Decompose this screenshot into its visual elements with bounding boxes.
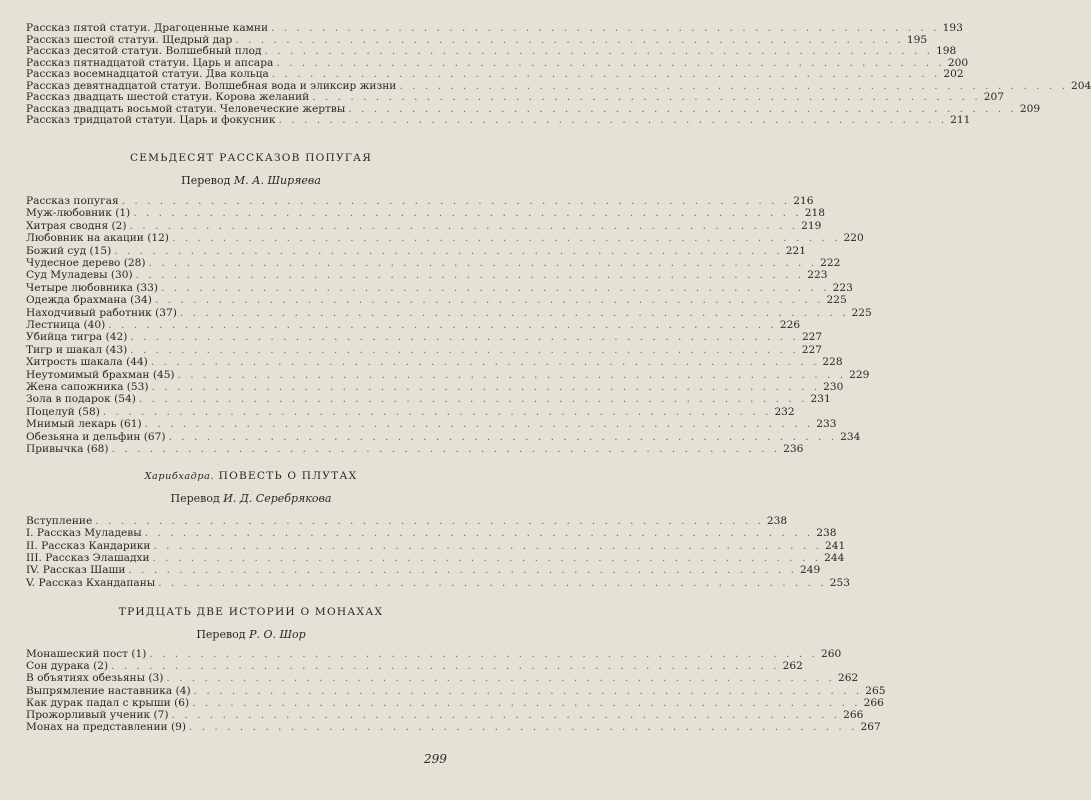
toc-entry-title: Рассказ шестой статуи. Щедрый дар bbox=[26, 33, 233, 46]
toc-entry-title: Жена сапожника (53) bbox=[26, 381, 149, 393]
toc-entry-title: III. Рассказ Элашадхи bbox=[26, 551, 150, 564]
toc-leader-dots: . . . . . . . . . . . . . . . . . . . . . . . . . . . . . . . . . . . . . . . . . . . . . . . . . . . . . bbox=[133, 207, 802, 220]
translation-prefix: Перевод bbox=[196, 628, 246, 641]
toc-entry bbox=[26, 418, 837, 431]
translator-name: Р. О. Шор bbox=[249, 628, 306, 641]
section-translator-rogues bbox=[0, 492, 502, 506]
toc-entry-title: Прожорливый ученик (7) bbox=[26, 709, 169, 721]
toc-entry-page: 249 bbox=[800, 564, 821, 577]
toc-entry-page: 265 bbox=[865, 684, 886, 697]
toc-entry-page: 227 bbox=[801, 343, 823, 356]
toc-leader-dots: . . . . . . . . . . . . . . . . . . . . . . . . . . . . . . . . . . . . . . . . . . . . . . . . . . . . . bbox=[276, 56, 945, 69]
toc-leader-dots: . . . . . . . . . . . . . . . . . . . . . . . . . . . . . . . . . . . . . . . . . . . . . . . . . . . . . bbox=[152, 551, 822, 564]
translator-name: М. А. Ширяева bbox=[233, 174, 321, 187]
toc-entry bbox=[26, 114, 971, 127]
toc-entry-title: Рассказ попугая bbox=[26, 195, 119, 207]
toc-leader-dots: . . . . . . . . . . . . . . . . . . . . . . . . . . . . . . . . . . . . . . . . . . . . . . . . . . . . . bbox=[271, 22, 940, 34]
toc-entry-page: 221 bbox=[785, 244, 807, 257]
toc-leader-dots: . . . . . . . . . . . . . . . . . . . . . . . . . . . . . . . . . . . . . . . . . . . . . . . . . . . . . bbox=[108, 319, 777, 331]
toc-entry bbox=[26, 294, 847, 307]
toc-leader-dots: . . . . . . . . . . . . . . . . . . . . . . . . . . . . . . . . . . . . . . . . . . . . . . . . . . . . . bbox=[135, 269, 805, 282]
toc-entry-page: 204 bbox=[1070, 79, 1091, 92]
toc-entry-page: 241 bbox=[825, 539, 846, 552]
toc-entry-page: 234 bbox=[840, 430, 861, 443]
toc-entry-page: 202 bbox=[943, 68, 964, 80]
toc-entry-title: Хитрая сводня (2) bbox=[26, 219, 127, 232]
toc-leader-dots: . . . . . . . . . . . . . . . . . . . . . . . . . . . . . . . . . . . . . . . . . . . . . . . . . . . . . bbox=[179, 306, 849, 319]
toc-leader-dots: . . . . . . . . . . . . . . . . . . . . . . . . . . . . . . . . . . . . . . . . . . . . . . . . . . . . . bbox=[149, 648, 818, 660]
toc-leader-dots: . . . . . . . . . . . . . . . . . . . . . . . . . . . . . . . . . . . . . . . . . . . . . . . . . . . . . bbox=[138, 393, 808, 406]
toc-entry-title: Рассказ пятнадцатой статуи. Царь и апсара bbox=[26, 56, 274, 69]
toc-leader-dots: . . . . . . . . . . . . . . . . . . . . . . . . . . . . . . . . . . . . . . . . . . . . . . . . . . . . . bbox=[130, 343, 799, 356]
toc-entry-title: Рассказ пятой статуи. Драгоценные камни bbox=[26, 22, 269, 34]
toc-entry-page: 266 bbox=[843, 709, 864, 721]
section-title-rogues bbox=[0, 470, 502, 483]
toc-leader-dots: . . . . . . . . . . . . . . . . . . . . . . . . . . . . . . . . . . . . . . . . . . . . . . . . . . . . . bbox=[188, 721, 858, 734]
toc-entry-page: 262 bbox=[782, 660, 803, 673]
toc-entry bbox=[26, 257, 841, 270]
toc-entry bbox=[26, 281, 853, 295]
translation-prefix: Перевод bbox=[170, 492, 220, 505]
toc-leader-dots: . . . . . . . . . . . . . . . . . . . . . . . . . . . . . . . . . . . . . . . . . . . . . . . . . . . . . bbox=[161, 281, 830, 294]
toc-entry-title: В объятиях обезьяны (3) bbox=[26, 672, 164, 685]
toc-entry-page: 216 bbox=[793, 195, 814, 207]
section-title-monks: ТРИДЦАТЬ ДВЕ ИСТОРИИ О МОНАХАХ bbox=[118, 606, 384, 618]
toc-entry bbox=[26, 684, 886, 698]
toc-entry-title: Монах на представлении (9) bbox=[26, 721, 186, 734]
toc-entry-title: Рассказ девятнадцатой статуи. Волшебная вода и эликсир жизни bbox=[26, 79, 397, 92]
toc-leader-dots: . . . . . . . . . . . . . . . . . . . . . . . . . . . . . . . . . . . . . . . . . . . . . . . . . . . . . bbox=[158, 576, 827, 589]
toc-leader-dots: . . . . . . . . . . . . . . . . . . . . . . . . . . . . . . . . . . . . . . . . . . . . . . . . . . . . . bbox=[168, 430, 838, 443]
toc-leader-dots: . . . . . . . . . . . . . . . . . . . . . . . . . . . . . . . . . . . . . . . . . . . . . . . . . . . . . bbox=[148, 257, 818, 269]
toc-leader-dots: . . . . . . . . . . . . . . . . . . . . . . . . . . . . . . . . . . . . . . . . . . . . . . . . . . . . . bbox=[121, 195, 791, 207]
toc-entry bbox=[26, 527, 837, 540]
toc-entry bbox=[26, 576, 851, 590]
toc-entry-title: Вступление bbox=[26, 515, 93, 527]
toc-entry bbox=[26, 207, 826, 220]
toc-entry-title: Божий суд (15) bbox=[26, 244, 112, 257]
toc-entry bbox=[26, 696, 884, 710]
toc-entry bbox=[26, 443, 804, 456]
toc-leader-dots: . . . . . . . . . . . . . . . . . . . . . . . . . . . . . . . . . . . . . . . . . . . . . . . . . . . . . bbox=[399, 79, 1068, 92]
toc-entry-page: 230 bbox=[823, 381, 844, 393]
toc-entry bbox=[26, 368, 870, 382]
toc-entry-title: Поцелуй (58) bbox=[26, 405, 100, 418]
toc-leader-dots: . . . . . . . . . . . . . . . . . . . . . . . . . . . . . . . . . . . . . . . . . . . . . . . . . . . . . bbox=[192, 696, 861, 709]
toc-leader-dots: . . . . . . . . . . . . . . . . . . . . . . . . . . . . . . . . . . . . . . . . . . . . . . . . . . . . . bbox=[348, 102, 1017, 115]
toc-entry bbox=[26, 219, 822, 233]
toc-entry-page: 227 bbox=[801, 331, 823, 344]
toc-entry-page: 223 bbox=[807, 269, 828, 282]
toc-entry-page: 218 bbox=[804, 207, 826, 220]
toc-entry bbox=[26, 269, 828, 282]
toc-entry-page: 198 bbox=[936, 45, 957, 57]
toc-entry-page: 228 bbox=[822, 356, 843, 369]
toc-entry bbox=[26, 515, 788, 528]
toc-entry-title: Тигр и шакал (43) bbox=[26, 343, 128, 356]
toc-leader-dots: . . . . . . . . . . . . . . . . . . . . . . . . . . . . . . . . . . . . . . . . . . . . . . . . . . . . . bbox=[151, 381, 821, 393]
toc-leader-dots: . . . . . . . . . . . . . . . . . . . . . . . . . . . . . . . . . . . . . . . . . . . . . . . . . . . . . bbox=[278, 114, 948, 126]
toc-entry-title: Муж-любовник (1) bbox=[26, 207, 131, 220]
toc-leader-dots: . . . . . . . . . . . . . . . . . . . . . . . . . . . . . . . . . . . . . . . . . . . . . . . . . . . . . bbox=[235, 33, 904, 46]
toc-leader-dots: . . . . . . . . . . . . . . . . . . . . . . . . . . . . . . . . . . . . . . . . . . . . . . . . . . . . . bbox=[111, 660, 780, 673]
toc-entry-page: 262 bbox=[838, 672, 859, 685]
toc-leader-dots: . . . . . . . . . . . . . . . . . . . . . . . . . . . . . . . . . . . . . . . . . . . . . . . . . . . . . bbox=[129, 219, 799, 232]
toc-leader-dots: . . . . . . . . . . . . . . . . . . . . . . . . . . . . . . . . . . . . . . . . . . . . . . . . . . . . . bbox=[171, 709, 841, 721]
toc-entry-title: Сон дурака (2) bbox=[26, 660, 109, 673]
toc-entry bbox=[26, 244, 807, 258]
toc-leader-dots: . . . . . . . . . . . . . . . . . . . . . . . . . . . . . . . . . . . . . . . . . . . . . . . . . . . . . bbox=[130, 331, 799, 344]
toc-entry-page: 207 bbox=[983, 91, 1005, 103]
toc-entry bbox=[26, 343, 823, 357]
toc-entry-title: Зола в подарок (54) bbox=[26, 393, 136, 406]
toc-entry-title: Лестница (40) bbox=[26, 319, 106, 331]
toc-entry-title: Как дурак падал с крыши (6) bbox=[26, 696, 190, 709]
toc-entry-page: 238 bbox=[766, 515, 788, 527]
toc-entry-page: 232 bbox=[774, 405, 795, 418]
toc-entry-title: II. Рассказ Кандарики bbox=[26, 539, 151, 552]
toc-leader-dots: . . . . . . . . . . . . . . . . . . . . . . . . . . . . . . . . . . . . . . . . . . . . . . . . . . . . . bbox=[312, 91, 981, 103]
toc-entry-page: 233 bbox=[816, 418, 837, 431]
toc-entry bbox=[26, 721, 881, 734]
toc-leader-dots: . . . . . . . . . . . . . . . . . . . . . . . . . . . . . . . . . . . . . . . . . . . . . . . . . . . . . bbox=[193, 684, 863, 697]
toc-entry-title: Рассказ десятой статуи. Волшебный плод bbox=[26, 45, 262, 57]
toc-entry-page: 222 bbox=[820, 257, 841, 269]
toc-leader-dots: . . . . . . . . . . . . . . . . . . . . . . . . . . . . . . . . . . . . . . . . . . . . . . . . . . . . . bbox=[154, 294, 824, 307]
toc-leader-dots: . . . . . . . . . . . . . . . . . . . . . . . . . . . . . . . . . . . . . . . . . . . . . . . . . . . . . bbox=[271, 68, 941, 80]
toc-entry-title: Чудесное дерево (28) bbox=[26, 257, 146, 269]
toc-entry-title: Рассказ двадцать шестой статуи. Корова желаний bbox=[26, 91, 310, 103]
toc-entry-title: Суд Муладевы (30) bbox=[26, 269, 133, 282]
toc-leader-dots: . . . . . . . . . . . . . . . . . . . . . . . . . . . . . . . . . . . . . . . . . . . . . . . . . . . . . bbox=[144, 527, 814, 540]
toc-entry-page: 223 bbox=[832, 281, 853, 294]
toc-entry bbox=[26, 356, 843, 369]
toc-entry bbox=[26, 381, 844, 394]
toc-entry bbox=[26, 331, 823, 344]
toc-entry-page: 229 bbox=[849, 368, 870, 381]
toc-entry-page: 267 bbox=[860, 721, 881, 734]
toc-entry bbox=[26, 393, 831, 406]
toc-entry bbox=[26, 405, 795, 419]
toc-entry-title: Рассказ тридцатой статуи. Царь и фокусник bbox=[26, 114, 276, 126]
toc-leader-dots: . . . . . . . . . . . . . . . . . . . . . . . . . . . . . . . . . . . . . . . . . . . . . . . . . . . . . bbox=[166, 672, 835, 685]
toc-leader-dots: . . . . . . . . . . . . . . . . . . . . . . . . . . . . . . . . . . . . . . . . . . . . . . . . . . . . . bbox=[144, 418, 814, 431]
toc-leader-dots: . . . . . . . . . . . . . . . . . . . . . . . . . . . . . . . . . . . . . . . . . . . . . . . . . . . . . bbox=[111, 443, 781, 455]
toc-leader-dots: . . . . . . . . . . . . . . . . . . . . . . . . . . . . . . . . . . . . . . . . . . . . . . . . . . . . . bbox=[264, 45, 934, 57]
toc-entry-title: Монашеский пост (1) bbox=[26, 648, 147, 660]
toc-entry bbox=[26, 195, 814, 208]
toc-entry-title: Хитрость шакала (44) bbox=[26, 356, 148, 369]
toc-entry-title: Убийца тигра (42) bbox=[26, 331, 128, 344]
toc-entry-title: V. Рассказ Кхандапаны bbox=[26, 576, 156, 589]
toc-leader-dots: . . . . . . . . . . . . . . . . . . . . . . . . . . . . . . . . . . . . . . . . . . . . . . . . . . . . . bbox=[150, 356, 820, 369]
toc-entry-page: 219 bbox=[801, 219, 822, 232]
toc-entry-title: Любовник на акации (12) bbox=[26, 232, 169, 245]
section-translator-parrot bbox=[0, 174, 502, 188]
toc-entry-title: Привычка (68) bbox=[26, 443, 109, 455]
toc-entry-page: 200 bbox=[947, 56, 969, 69]
toc-entry-title: Находчивый работник (37) bbox=[26, 306, 177, 319]
toc-entry bbox=[26, 672, 859, 685]
toc-entry bbox=[26, 232, 864, 245]
page-number: 299 bbox=[424, 752, 447, 766]
translator-name: И. Д. Серебрякова bbox=[223, 492, 332, 505]
section-title-parrot: СЕМЬДЕСЯТ РАССКАЗОВ ПОПУГАЯ bbox=[129, 152, 373, 164]
toc-entry-page: 231 bbox=[810, 393, 831, 406]
toc-entry-page: 260 bbox=[820, 648, 842, 660]
toc-entry bbox=[26, 306, 872, 320]
toc-leader-dots: . . . . . . . . . . . . . . . . . . . . . . . . . . . . . . . . . . . . . . . . . . . . . . . . . . . . . bbox=[153, 539, 823, 552]
toc-entry-page: 238 bbox=[816, 527, 837, 540]
section-title-text: ПОВЕСТЬ О ПЛУТАХ bbox=[218, 470, 358, 482]
toc-entry-page: 253 bbox=[829, 576, 851, 589]
toc-entry-title: Одежда брахмана (34) bbox=[26, 294, 152, 307]
toc-entry-title: Мнимый лекарь (61) bbox=[26, 418, 142, 431]
toc-entry bbox=[26, 709, 864, 722]
toc-entry-page: 193 bbox=[942, 22, 963, 34]
toc-leader-dots: . . . . . . . . . . . . . . . . . . . . . . . . . . . . . . . . . . . . . . . . . . . . . . . . . . . . . bbox=[114, 244, 783, 257]
toc-entry bbox=[26, 648, 842, 661]
toc-entry-page: 220 bbox=[843, 232, 864, 245]
toc-entry-page: 211 bbox=[950, 114, 971, 126]
toc-leader-dots: . . . . . . . . . . . . . . . . . . . . . . . . . . . . . . . . . . . . . . . . . . . . . . . . . . . . . bbox=[128, 564, 798, 577]
toc-entry bbox=[26, 539, 846, 553]
toc-entry-page: 226 bbox=[779, 319, 801, 331]
toc-leader-dots: . . . . . . . . . . . . . . . . . . . . . . . . . . . . . . . . . . . . . . . . . . . . . . . . . . . . . bbox=[177, 368, 847, 381]
toc-entry-page: 225 bbox=[851, 306, 872, 319]
toc-leader-dots: . . . . . . . . . . . . . . . . . . . . . . . . . . . . . . . . . . . . . . . . . . . . . . . . . . . . . bbox=[102, 405, 772, 418]
toc-entry-page: 209 bbox=[1019, 102, 1041, 115]
toc-entry-title: I. Рассказ Муладевы bbox=[26, 527, 142, 540]
toc-entry-page: 244 bbox=[824, 551, 845, 564]
toc-entry bbox=[26, 551, 845, 565]
section-author: Харибхадра. bbox=[144, 471, 215, 482]
toc-entry bbox=[26, 660, 803, 673]
toc-entry-title: Рассказ двадцать восьмой статуи. Человеческие жертвы bbox=[26, 102, 346, 115]
toc-leader-dots: . . . . . . . . . . . . . . . . . . . . . . . . . . . . . . . . . . . . . . . . . . . . . . . . . . . . . bbox=[95, 515, 764, 527]
toc-entry-title: Неутомимый брахман (45) bbox=[26, 368, 175, 381]
toc-leader-dots: . . . . . . . . . . . . . . . . . . . . . . . . . . . . . . . . . . . . . . . . . . . . . . . . . . . . . bbox=[171, 232, 841, 245]
translation-prefix: Перевод bbox=[181, 174, 231, 187]
toc-entry-title: Обезьяна и дельфин (67) bbox=[26, 430, 166, 443]
toc-entry bbox=[26, 564, 821, 577]
section-translator-monks bbox=[0, 628, 502, 642]
toc-entry-title: Четыре любовника (33) bbox=[26, 281, 159, 294]
toc-entry-page: 225 bbox=[826, 294, 847, 307]
toc-entry-page: 236 bbox=[783, 443, 804, 455]
toc-entry-title: IV. Рассказ Шаши bbox=[26, 564, 126, 577]
toc-entry bbox=[26, 319, 801, 332]
toc-entry-title: Выпрямление наставника (4) bbox=[26, 684, 191, 697]
toc-entry-page: 195 bbox=[906, 33, 928, 46]
toc-entry-title: Рассказ восемнадцатой статуи. Два кольца bbox=[26, 68, 269, 80]
toc-entry bbox=[26, 430, 861, 444]
toc-entry-page: 266 bbox=[863, 696, 884, 709]
